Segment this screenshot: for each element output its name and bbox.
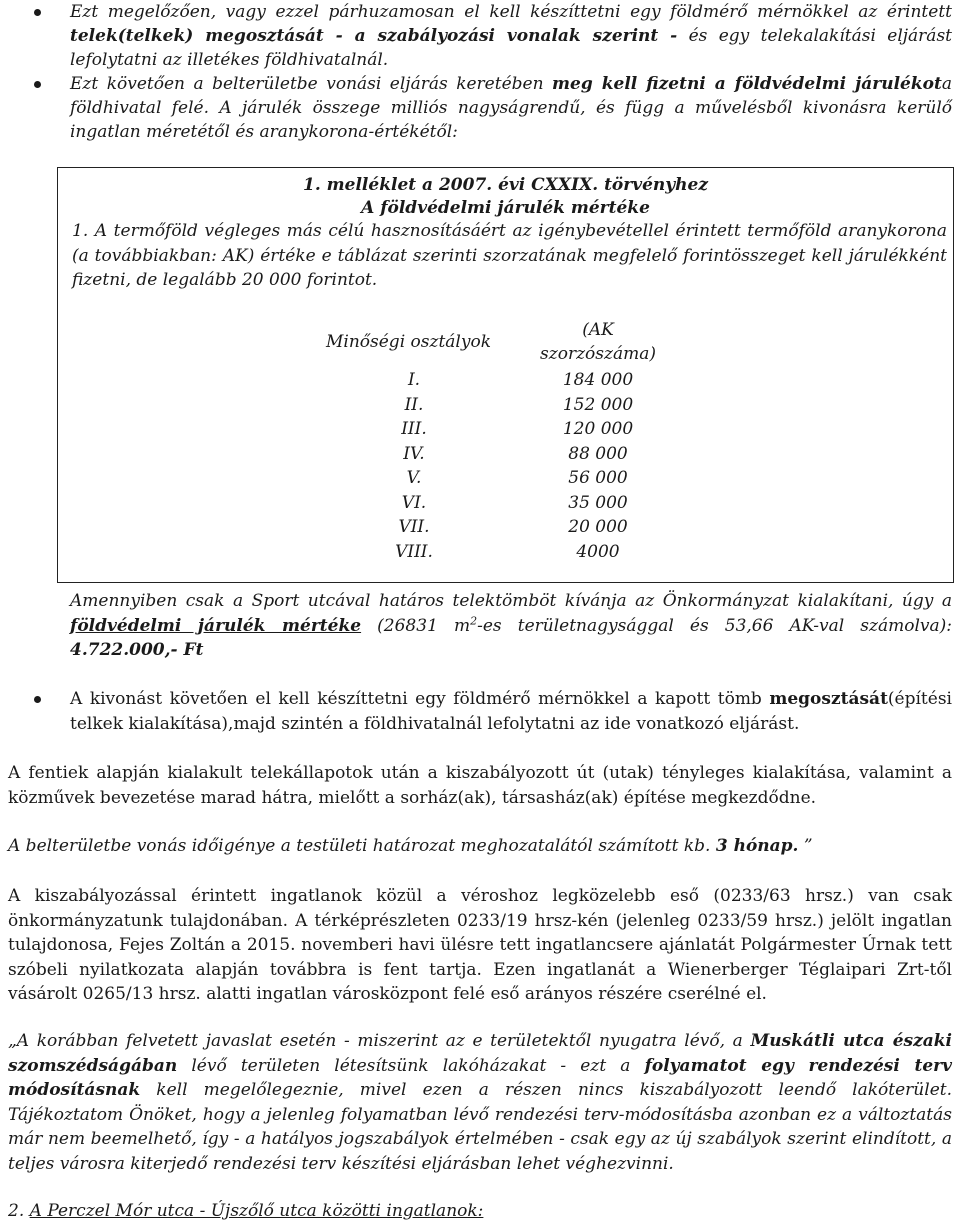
- table-cell-value: 20 000: [568, 517, 628, 537]
- bullet-dot-icon: [34, 9, 41, 16]
- table-cell-value: 152 000: [562, 394, 634, 415]
- annex-title-line1: 1. melléklet a 2007. évi CXXIX. törvényhez: [303, 175, 708, 195]
- annex-paragraph: 1. A termőföld végleges más célú hasznosításáért az igénybevétellel érintett termőföld aranykorona (a továbbiakban: AK) értéke e táblázat szerinti szorzatának megfelelő forintösszeget kell járulékként fizetni, de legalább 20 000 forintot.: [72, 221, 947, 290]
- table-cell-value: 88 000: [568, 443, 628, 464]
- ak-multiplier-table: [326, 318, 726, 568]
- table-header-value-1: (AK: [582, 320, 614, 340]
- table-cell-class: III.: [401, 419, 427, 439]
- table-header-value-2: szorzószáma): [540, 344, 656, 364]
- quoted-statement-paragraph: „A korábban felvetett javaslat esetén - miszerint az e területektől nyugatra lévő, a Muskátli utca északi szomszédságában lévő területen létesítsünk lakóházakat - ezt a folyamatot egy rendezési terv módosításnak kell megelőlegeznie, mivel ezen a részen nincs kiszabályozott leendő lakóterület. Tájékoztatom Önöket, hogy a jelenleg folyamatban lévő rendezési terv-módosításba azonban ez a változtatás már nem beemelhető, így - a hatályos jogszabályok értelmében - csak egy az új szabályok szerint elindított, a teljes városra kiterjedő rendezési terv készítési eljárásban lehet véghezvinni.: [8, 1031, 952, 1174]
- table-header-class: Minőségi osztályok: [326, 332, 491, 352]
- table-cell-value: 120 000: [562, 419, 634, 439]
- section-heading-2: 2. A Perczel Mór utca - Újszőlő utca közötti ingatlanok:: [8, 1201, 484, 1221]
- annex-title-line2: A földvédelmi járulék mértéke: [361, 198, 650, 218]
- bullet-text-3: A kivonást követően el kell készíttetni egy földmérő mérnökkel a kapott tömb megosztását(építési telkek kialakítása),majd szintén a földhivatalnál lefolytatni az ide vonatkozó eljárást.: [70, 689, 952, 734]
- table-cell-class: II.: [404, 394, 424, 415]
- table-cell-class: VI.: [401, 492, 427, 513]
- table-cell-value: 4000: [576, 541, 620, 562]
- table-cell-value: 35 000: [568, 492, 628, 513]
- table-cell-class: V.: [406, 468, 422, 488]
- table-cell-class: IV.: [403, 443, 425, 464]
- bullet-dot-icon: [34, 81, 41, 88]
- table-cell-value: 184 000: [562, 370, 634, 390]
- table-cell-class: I.: [407, 370, 421, 390]
- bullet-text-1: Ezt megelőzően, vagy ezzel párhuzamosan el kell készíttetni egy földmérő mérnökkel az érintett telek(telkek) megosztását - a szabályozási vonalak szerint - és egy telekalakítási eljárást lefolytatni az illetékes földhivatalnál.: [70, 2, 952, 70]
- table-cell-class: VII.: [398, 517, 430, 537]
- sport-street-paragraph: Amennyiben csak a Sport utcával határos telektömböt kívánja az Önkormányzat kialakítani, úgy a földvédelmi járulék mértéke (26831 $m^2-es$ területnagysággal és 53,66 AK-val számolva): 4.722.000,- Ft: [70, 591, 952, 660]
- remaining-works-paragraph: A fentiek alapján kialakult telekállapotok után a kiszabályozott út (utak) tényleges kialakítása, valamint a közművek bevezetése marad hátra, mielőtt a sorház(ak), társasház(ak) építése megkezdődne.: [8, 763, 952, 808]
- property-ownership-paragraph: A kiszabályozással érintett ingatlanok közül a véroshoz legközelebb eső (0233/63 hrsz.) van csak önkormányzatunk tulajdonában. A térképrészleten 0233/19 hrsz-kén (jelenleg 0233/59 hrsz.) jelölt ingatlan tulajdonosa, Fejes Zoltán a 2015. novemberi havi ülésre tett ingatlancsere ajánlatát Polgármester Úrnak tett szóbeli nyilatkozata alapján továbbra is fent tartja. Ezen ingatlanát a Wienerberger Téglaipari Zrt-től vásárolt 0265/13 hrsz. alatti ingatlan városközpont felé eső arányos részére cserélné el.: [8, 886, 952, 1004]
- table-cell-value: 56 000: [568, 468, 628, 488]
- bullet-text-2: Ezt követően a belterületbe vonási eljárás keretében meg kell fizetni a földvédelmi járulékota földhivatal felé. A járulék összege milliós nagyságrendű, és függ a művelésből kivonásra kerülő ingatlan méretétől és aranykorona-értékétől:: [70, 74, 952, 142]
- bullet-dot-icon: [34, 696, 41, 703]
- duration-paragraph: A belterületbe vonás időigénye a testületi határozat meghozatalától számított kb. 3 hónap. ”: [8, 836, 813, 856]
- annex-box: [57, 167, 954, 583]
- table-cell-class: VIII.: [395, 541, 433, 562]
